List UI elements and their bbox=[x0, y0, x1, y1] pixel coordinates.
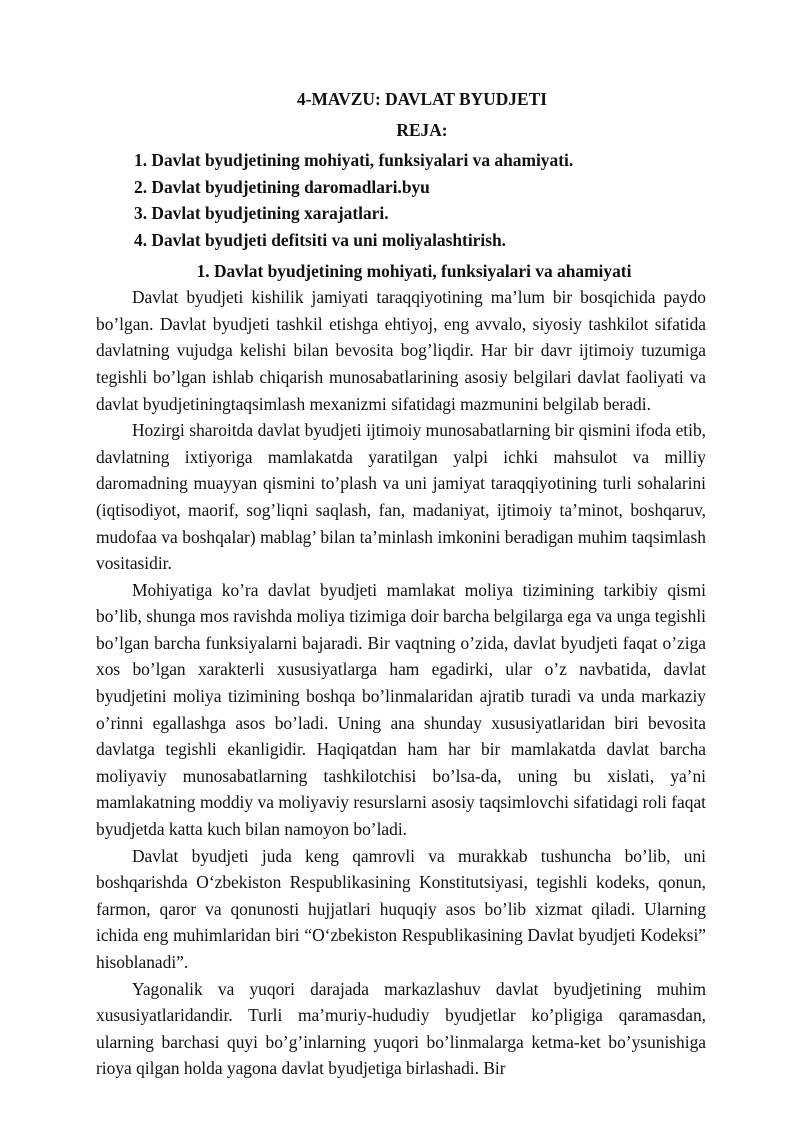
body-paragraph: Yagonalik va yuqori darajada markazlashuv davlat byudjetining muhim xususiyatlaridandir. Turli ma’muriy-hududiy byudjetlar ko’pligiga qaramasdan, ularning barchasi quyi bo’g’inlarning yuqori bo’linmalarga ketma-ket bo’ysunishiga rioya qilgan holda yagona davlat byudjetiga birlashadi. Bir bbox=[96, 978, 706, 1079]
body-paragraph: Davlat byudjeti kishilik jamiyati taraqqiyotining ma’lum bir bosqichida paydo bo’lgan. Davlat byudjeti tashkil etishga ehtiyoj, eng avvalo, siyosiy tashkilot sifatida davlatning vujudga kelishi bilan bevosita bog’liqdir. Har bir davr ijtimoiy tuzumiga tegishli bo’lgan ishlab chiqarish munosabatlarining asosiy belgilari davlat faoliyati va davlat byudjetiningtaqsimlash mexanizmi sifatidagi mazmunini belgilab beradi. bbox=[96, 287, 706, 414]
body-paragraph: Mohiyatiga ko’ra davlat byudjeti mamlakat moliya tizimining tarkibiy qismi bo’lib, shunga mos ravishda moliya tizimiga doir barcha belgilarga ega va unga tegishli bo’lgan barcha funksiyalarni bajaradi. Bir vaqtning o’zida, davlat byudjeti faqat o’ziga xos bo’lgan xarakterli xususiyatlarga ham egadirki, ular o’z navbatida, davlat byudjetini moliya tizimining boshqa bo’linmalaridan ajratib turadi va unda markaziy o’rinni egallashga asos bo’ladi. Uning ana shunday xususiyatlaridan biri bevosita davlatga tegishli ekanligidir. Haqiqatdan ham har bir mamlakatda davlat barcha moliyaviy munosabatlarning tashkilotchisi bo’lsa-da, uning bu xislati, ya’ni mamlakatning moddiy va moliyaviy resurslarni asosiy taqsimlovchi sifatidagi roli faqat byudjetda katta kuch bilan namoyon bo’ladi. bbox=[96, 579, 706, 840]
plan-item: 1. Davlat byudjetining mohiyati, funksiyalari va ahamiyati. bbox=[134, 150, 574, 171]
plan-item: 4. Davlat byudjeti defitsiti va uni moliyalashtirish. bbox=[134, 229, 506, 250]
body-paragraph: Hozirgi sharoitda davlat byudjeti ijtimoiy munosabatlarning bir qismini ifoda etib, davlatning ixtiyoriga mamlakatda yaratilgan yalpi ichki mahsulot va milliy daromadning muayyan qismini to’plash va uni jamiyat taraqqiyotining turli sohalarini (iqtisodiyot, maorif, sog’liqni saqlash, fan, madaniyat, ijtimoiy ta’minot, boshqaruv, mudofaa va boshqalar) mablag’ bilan ta’minlash imkonini beradigan muhim taqsimlash vositasidir. bbox=[96, 420, 706, 574]
document-title: 4-MAVZU: DAVLAT BYUDJETI bbox=[297, 89, 547, 109]
plan-item: 2. Davlat byudjetining daromadlari.byu bbox=[134, 176, 430, 197]
body-paragraph: Davlat byudjeti juda keng qamrovli va murakkab tushuncha bo’lib, uni boshqarishda O‘zbekiston Respublikasining Konstitutsiyasi, tegishli kodeks, qonun, farmon, qaror va qonunosti hujjatlari huquqiy asos bo’lib xizmat qiladi. Ularning ichida eng muhimlaridan biri “O‘zbekiston Respublikasining Davlat byudjeti Kodeksi” hisoblanadi”. bbox=[96, 845, 706, 972]
document-page bbox=[96, 86, 706, 1082]
section-heading: 1. Davlat byudjetining mohiyati, funksiyalari va ahamiyati bbox=[196, 260, 632, 281]
plan-heading: REJA: bbox=[396, 119, 448, 140]
plan-item: 3. Davlat byudjetining xarajatlari. bbox=[134, 203, 389, 224]
plan-list bbox=[96, 147, 706, 253]
